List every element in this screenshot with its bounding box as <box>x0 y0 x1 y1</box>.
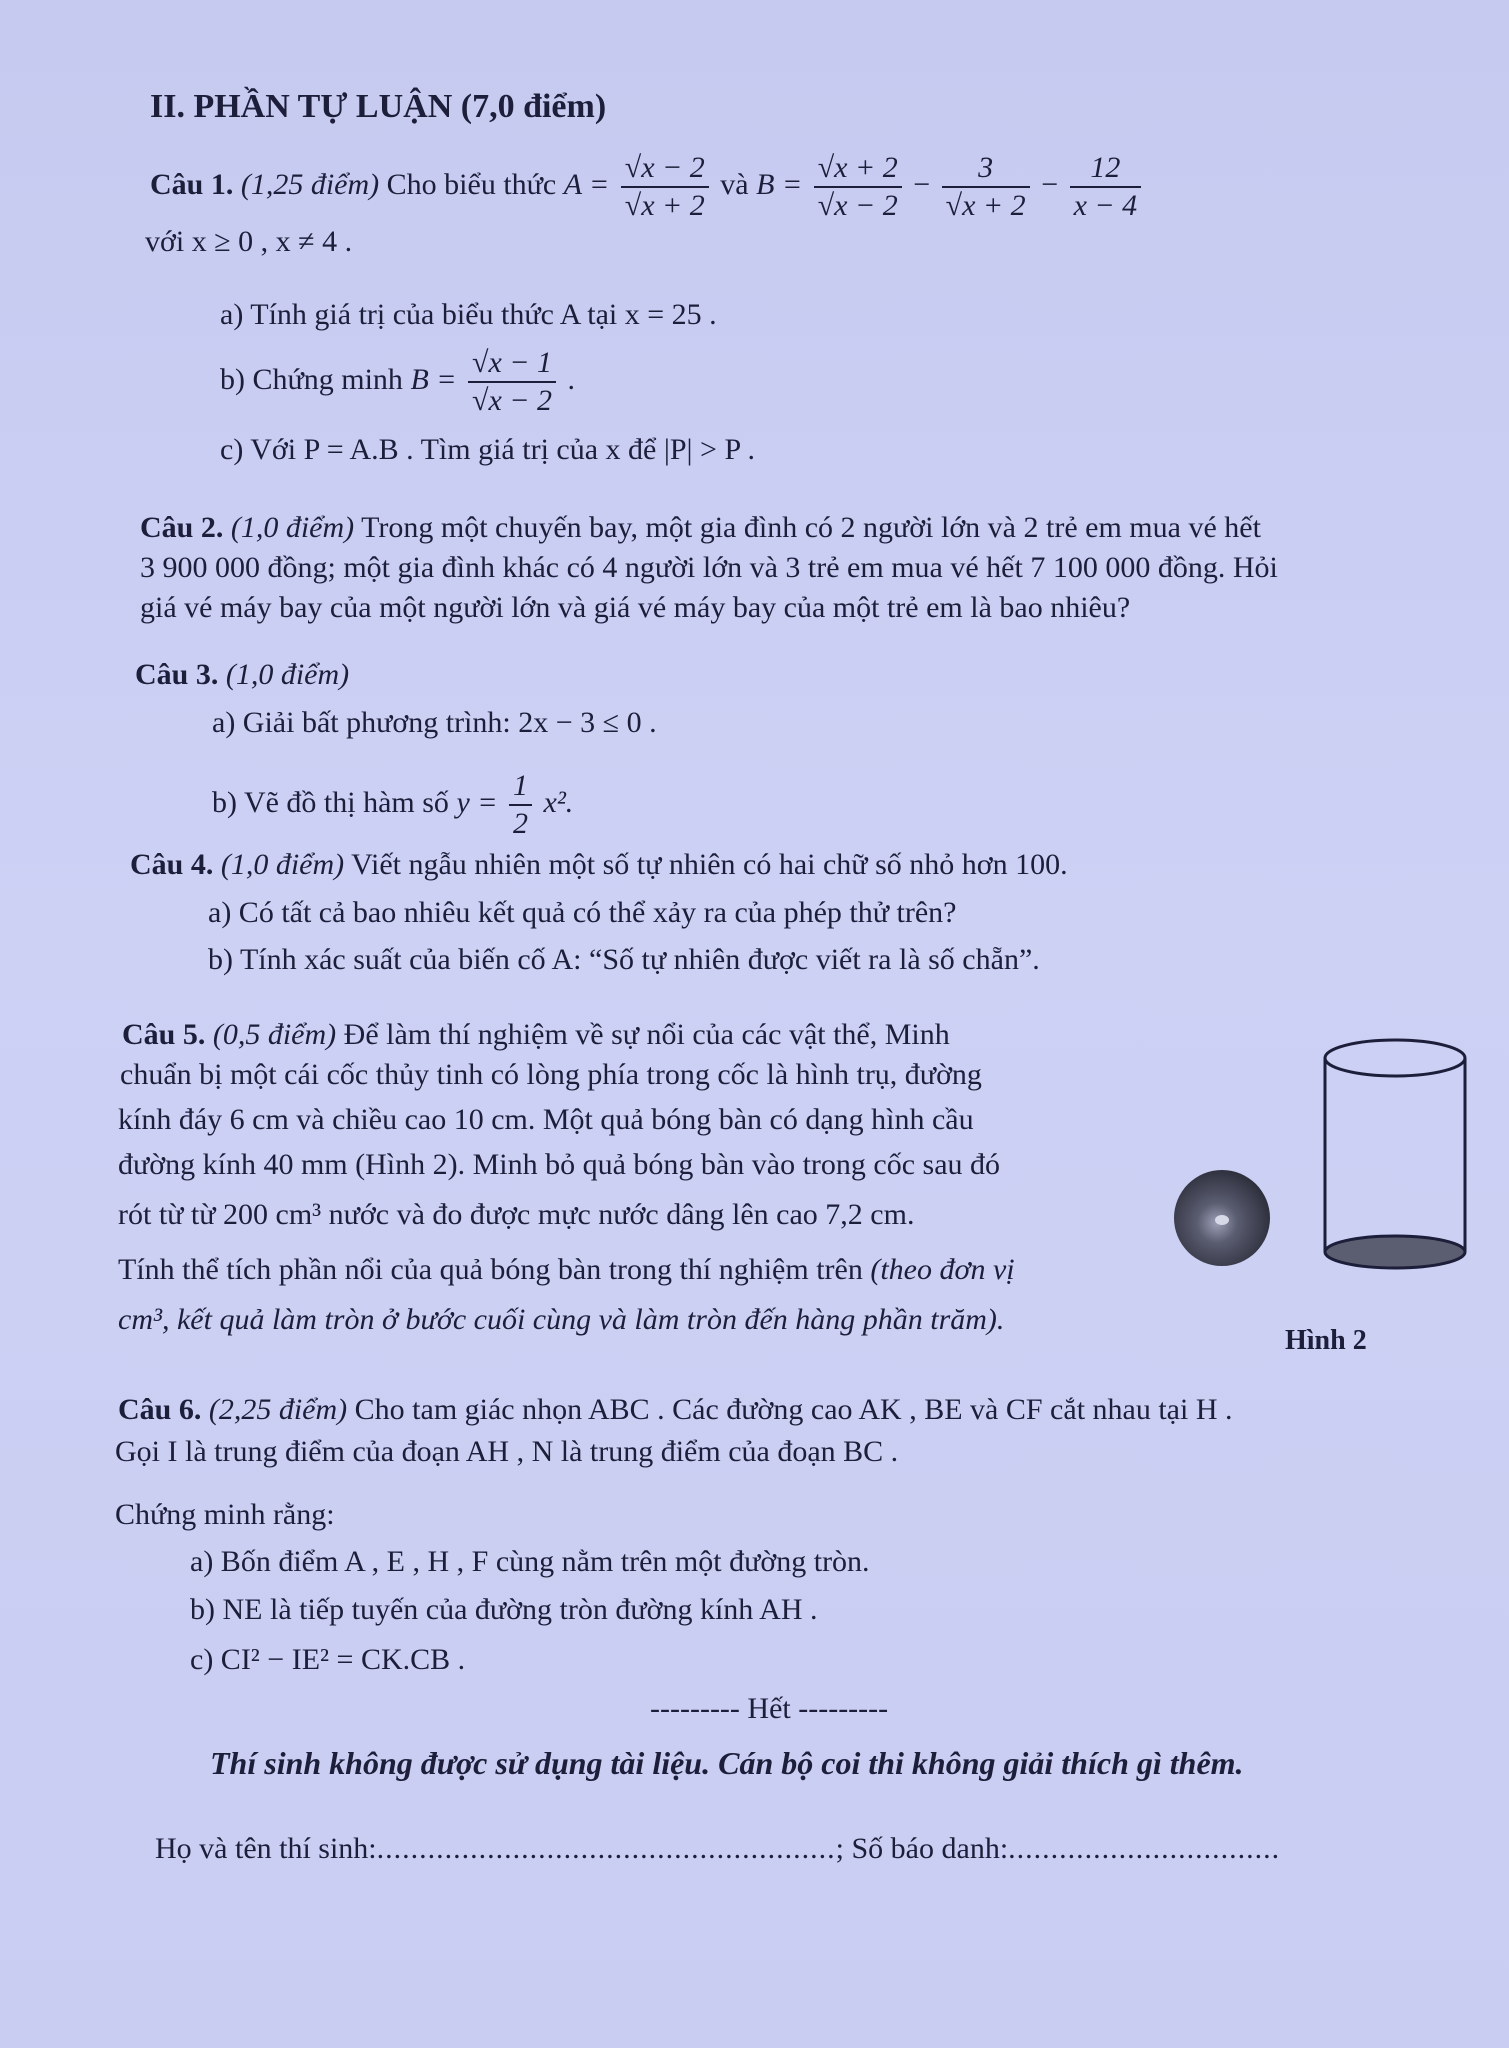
q3-points: (1,0 điểm) <box>225 658 350 691</box>
expr-B-lhs: B = <box>756 167 803 201</box>
q3-label: Câu 3. <box>135 658 219 691</box>
frac-B1-num: √x + 2 <box>814 150 902 188</box>
candidate-name-blank[interactable]: ...................................................... <box>376 1832 836 1865</box>
q2-line-1 <box>140 508 1261 548</box>
q6-points: (2,25 điểm) <box>208 1393 348 1426</box>
q6-part-b: b) NE là tiếp tuyến của đường tròn đường kính AH . <box>190 1593 818 1626</box>
q6-part-a: a) Bốn điểm A , E , H , F cùng nằm trên một đường tròn. <box>190 1545 870 1578</box>
q3-part-a: a) Giải bất phương trình: 2x − 3 ≤ 0 . <box>212 706 657 739</box>
ping-pong-ball <box>1174 1170 1270 1266</box>
figure-2-ball-and-cup <box>1160 1020 1480 1360</box>
q3-part-b-text: b) Vẽ đồ thị hàm số <box>212 785 449 819</box>
q3-part-b <box>212 768 573 842</box>
q6-text-1: Cho tam giác nhọn ABC . Các đường cao AK , BE và CF cắt nhau tại H . <box>354 1393 1233 1426</box>
frac-half-den: 2 <box>513 807 528 840</box>
frac-Bprove <box>468 345 556 419</box>
q5-label: Câu 5. <box>122 1018 206 1051</box>
q5-line-6 <box>118 1250 1015 1290</box>
q2-label: Câu 2. <box>140 511 224 544</box>
candidate-id-blank[interactable]: ................................ <box>1008 1832 1281 1865</box>
expr-y-lhs: y = <box>456 785 498 819</box>
q1-part-b <box>220 345 575 419</box>
end-marker: --------- Hết --------- <box>650 1692 889 1725</box>
q5-text-1: Để làm thí nghiệm về sự nổi của các vật thể, Minh <box>343 1018 950 1051</box>
expr-y-tail: x². <box>543 785 574 819</box>
q1-and: và <box>720 167 749 201</box>
candidate-id-label: Số báo danh: <box>851 1832 1009 1865</box>
q6-line-1 <box>118 1390 1233 1430</box>
frac-half-num: 1 <box>509 768 532 806</box>
q3-header <box>135 655 349 695</box>
q4-intro: Viết ngẫu nhiên một số tự nhiên có hai chữ số nhỏ hơn 100. <box>351 848 1068 881</box>
frac-B2-den: √x + 2 <box>945 189 1026 222</box>
glass-cylinder <box>1325 1040 1465 1268</box>
q1-condition: với x ≥ 0 , x ≠ 4 . <box>145 225 353 258</box>
q5-line-5: rót từ từ 200 cm³ nước và đo được mực nước dâng lên cao 7,2 cm. <box>118 1198 915 1231</box>
q1-points: (1,25 điểm) <box>240 167 380 201</box>
frac-B2-num: 3 <box>942 150 1030 188</box>
q6-part-c: c) CI² − IE² = CK.CB . <box>190 1643 466 1676</box>
candidate-separator: ; <box>835 1832 844 1865</box>
q4-header <box>130 845 1068 885</box>
q5-line-4: đường kính 40 mm (Hình 2). Minh bỏ quả bóng bàn vào trong cốc sau đó <box>118 1148 1001 1181</box>
frac-A-den: √x + 2 <box>624 189 705 222</box>
q1-label: Câu 1. <box>150 167 234 201</box>
minus-1: − <box>913 167 931 201</box>
q4-points: (1,0 điểm) <box>220 848 345 881</box>
exam-footer-note: Thí sinh không được sử dụng tài liệu. Cán bộ coi thi không giải thích gì thêm. <box>210 1745 1244 1781</box>
q1-header <box>150 150 1145 224</box>
expr-A-lhs: A = <box>563 167 610 201</box>
frac-B3-den: x − 4 <box>1073 189 1138 222</box>
q5-line-2: chuẩn bị một cái cốc thủy tinh có lòng phía trong cốc là hình trụ, đường <box>120 1058 982 1091</box>
q6-label: Câu 6. <box>118 1393 202 1426</box>
frac-B3 <box>1070 150 1142 224</box>
figure-2-label: Hình 2 <box>1285 1325 1367 1356</box>
frac-half <box>509 768 532 842</box>
candidate-name-label: Họ và tên thí sinh: <box>155 1832 377 1865</box>
q5-line-7: cm³, kết quả làm tròn ở bước cuối cùng và làm tròn đến hàng phần trăm). <box>118 1303 1005 1336</box>
frac-Bprove-den: √x − 2 <box>472 384 553 417</box>
q5-points: (0,5 điểm) <box>212 1018 337 1051</box>
q1-intro: Cho biểu thức <box>386 167 557 201</box>
q5-text-6a: Tính thể tích phần nổi của quả bóng bàn trong thí nghiệm trên <box>118 1253 863 1286</box>
q4-part-a: a) Có tất cả bao nhiêu kết quả có thể xảy ra của phép thử trên? <box>208 896 957 929</box>
q6-line-2: Gọi I là trung điểm của đoạn AH , N là trung điểm của đoạn BC . <box>115 1435 899 1468</box>
q2-text-1: Trong một chuyến bay, một gia đình có 2 người lớn và 2 trẻ em mua vé hết <box>361 511 1261 544</box>
q1-part-b-text: b) Chứng minh <box>220 362 403 396</box>
q4-part-b: b) Tính xác suất của biến cố A: “Số tự nhiên được viết ra là số chẵn”. <box>208 943 1040 976</box>
q1-part-c: c) Với P = A.B . Tìm giá trị của x để |P| > P . <box>220 433 756 466</box>
q2-line-3: giá vé máy bay của một người lớn và giá vé máy bay của một trẻ em là bao nhiêu? <box>140 591 1131 624</box>
frac-B1 <box>814 150 902 224</box>
q1-part-a: a) Tính giá trị của biểu thức A tại x = 25 . <box>220 298 717 331</box>
frac-Bprove-num: √x − 1 <box>468 345 556 383</box>
frac-B3-num: 12 <box>1070 150 1142 188</box>
expr-Bprove-lhs: B = <box>410 362 457 396</box>
section-title: II. PHẦN TỰ LUẬN (7,0 điểm) <box>150 88 607 125</box>
q2-points: (1,0 điểm) <box>230 511 355 544</box>
q5-line-3: kính đáy 6 cm và chiều cao 10 cm. Một quả bóng bàn có dạng hình cầu <box>118 1103 974 1136</box>
candidate-info-line <box>155 1832 1280 1866</box>
q6-line-3: Chứng minh rằng: <box>115 1498 335 1531</box>
frac-A-num: √x − 2 <box>621 150 709 188</box>
q2-line-2: 3 900 000 đồng; một gia đình khác có 4 người lớn và 3 trẻ em mua vé hết 7 100 000 đồng. Hỏi <box>140 551 1278 584</box>
frac-B2 <box>942 150 1030 224</box>
q4-label: Câu 4. <box>130 848 214 881</box>
frac-B1-den: √x − 2 <box>817 189 898 222</box>
q5-line-1 <box>122 1015 950 1055</box>
q5-text-6b: (theo đơn vị <box>870 1253 1015 1286</box>
frac-A <box>621 150 709 224</box>
q1-b-period: . <box>567 362 576 396</box>
minus-2: − <box>1041 167 1059 201</box>
